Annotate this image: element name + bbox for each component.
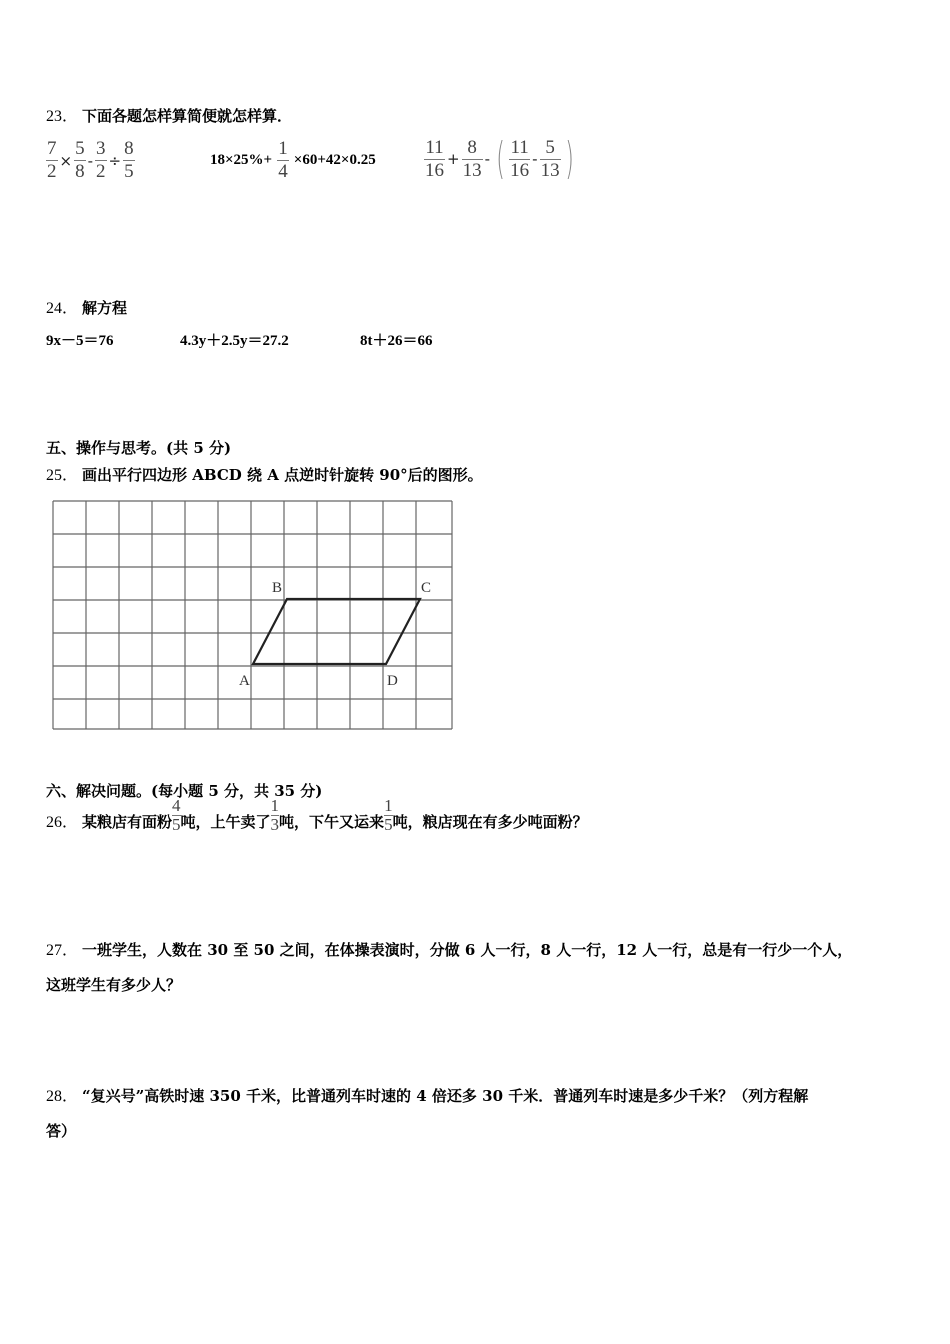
q26-text-part: 吨，上午卖了 [180, 813, 271, 831]
fraction: $\frac{8}{13}$ [462, 136, 482, 181]
grid-figure [50, 498, 456, 734]
equation-1: 9x－5＝76 [46, 333, 114, 349]
q26-number: 26． [46, 814, 79, 831]
operator: - [484, 150, 490, 168]
fraction: $\frac{8}{5}$ [124, 138, 134, 182]
q25-title: 画出平行四边形 ABCD 绕 A 点逆时针旋转 90°后的图形。 [82, 466, 483, 484]
q27-line-1 [46, 937, 852, 960]
vertex-label-a: A [239, 673, 250, 689]
q23-title: 下面各题怎样算简便就怎样算． [82, 107, 293, 125]
q26-text-part: 某粮店有面粉 [82, 813, 173, 831]
q26-text-part: 吨，下午又运来 [279, 813, 385, 831]
equation-3: 8t＋26＝66 [360, 333, 433, 349]
operator: × [59, 151, 73, 170]
q28-number: 28． [46, 1088, 79, 1105]
fraction: $\frac{5}{8}$ [75, 138, 85, 182]
right-parenthesis: ) [564, 133, 574, 184]
q23-heading [46, 103, 292, 126]
expression-text: 18×25%+ [210, 152, 273, 168]
q24-number: 24． [46, 300, 79, 317]
operator: - [87, 151, 93, 170]
fraction-one-fifth: $\frac{1}{5}$ [384, 795, 393, 834]
q24-heading [46, 295, 127, 318]
fraction-one-third: $\frac{1}{3}$ [270, 795, 280, 834]
q24-title: 解方程 [82, 299, 128, 317]
vertex-label-d: D [387, 673, 398, 689]
vertex-label-b: B [272, 580, 283, 596]
grid-lines [53, 501, 452, 729]
q27-line-2: 这班学生有多少人？ [46, 976, 182, 994]
q25-heading [46, 462, 483, 485]
equation-2: 4.3y＋2.5y＝27.2 [180, 333, 289, 349]
fraction: $\frac{11}{16}$ [425, 136, 444, 181]
q23-expression-2 [210, 138, 376, 183]
operator: ÷ [108, 151, 122, 170]
fraction: $\frac{11}{16}$ [510, 136, 530, 181]
fraction: $\frac{7}{2}$ [47, 138, 57, 182]
q28-text: “复兴号”高铁时速 350 千米，比普通列车时速的 4 倍还多 30 千米．普通列车时速是多少千米？（列方程解 [82, 1087, 809, 1105]
q27-number: 27． [46, 942, 79, 959]
q23-expression-3 [424, 134, 578, 184]
fraction: $\frac{3}{2}$ [96, 138, 106, 182]
q27-text: 一班学生，人数在 30 至 50 之间，在体操表演时，分做 6 人一行，8 人一行，12 人一行，总是有一行少一个人， [82, 941, 853, 959]
operator: - [532, 150, 538, 168]
expression-text: ×60+42×0.25 [293, 152, 376, 168]
section-6-title: 六、解决问题。(每小题 5 分，共 35 分) [46, 782, 323, 800]
vertex-label-c: C [421, 580, 432, 596]
fraction-four-fifths: $\frac{4}{5}$ [172, 795, 181, 834]
q28-line-1 [46, 1083, 808, 1106]
parallelogram-abcd [253, 599, 420, 664]
q23-expression-1 [46, 138, 135, 183]
fraction: $\frac{5}{13}$ [540, 136, 560, 181]
left-parenthesis: ( [496, 133, 505, 184]
q28-line-2: 答） [46, 1122, 77, 1140]
fraction: $\frac{1}{4}$ [278, 138, 288, 182]
q25-number: 25． [46, 467, 79, 484]
operator: + [447, 150, 460, 168]
q26-text-part: 吨，粮店现在有多少吨面粉？ [392, 813, 588, 831]
section-5-title: 五、操作与思考。(共 5 分) [46, 439, 232, 457]
q26-text [46, 795, 588, 843]
q23-number: 23． [46, 108, 79, 125]
